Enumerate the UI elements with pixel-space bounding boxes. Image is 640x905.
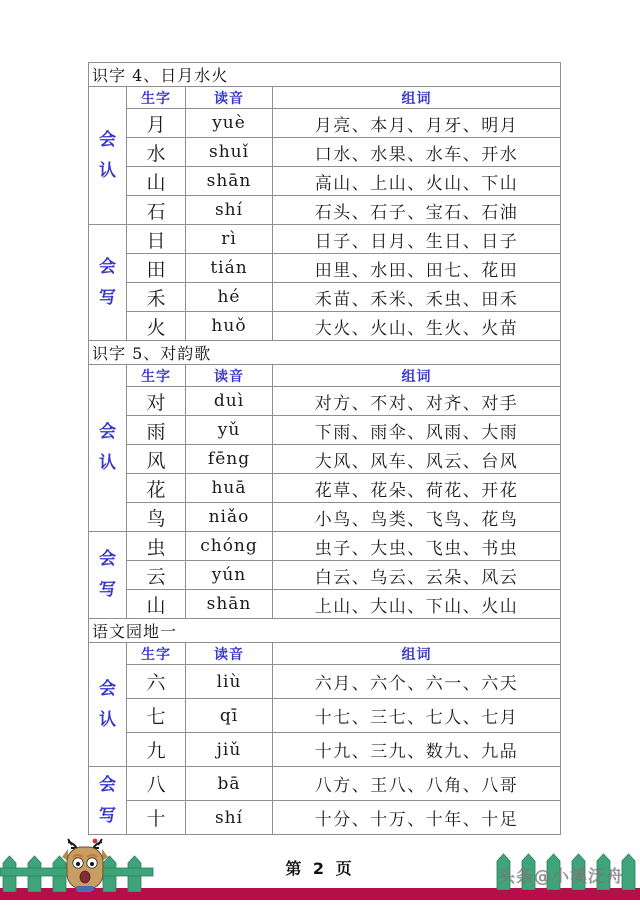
char-cell: 虫 <box>127 532 186 561</box>
col-header-char: 生字 <box>127 643 186 665</box>
watermark-text: 头条@小溪泛舟 <box>498 867 624 887</box>
group-label <box>89 532 127 619</box>
char-cell: 火 <box>127 312 186 341</box>
char-cell: 九 <box>127 733 186 767</box>
table-row <box>89 109 561 138</box>
group-label-text: 会认 <box>99 678 116 730</box>
table-row <box>89 312 561 341</box>
col-header-pinyin: 读音 <box>186 87 273 109</box>
table-row <box>89 254 561 283</box>
pinyin-cell: duì <box>186 387 273 416</box>
pinyin-cell: huā <box>186 474 273 503</box>
group-label <box>89 225 127 341</box>
group-label-text: 会认 <box>99 129 116 181</box>
table-row <box>89 801 561 835</box>
words-cell: 大风、风车、风云、台风 <box>273 445 561 474</box>
col-header-words: 组词 <box>273 365 561 387</box>
words-cell: 花草、花朵、荷花、开花 <box>273 474 561 503</box>
group-label-text: 会写 <box>99 549 116 600</box>
table-row <box>89 416 561 445</box>
section-title: 语文园地一 <box>89 619 561 643</box>
words-cell: 十分、十万、十年、十足 <box>273 801 561 835</box>
table-row <box>89 503 561 532</box>
deer-collar <box>76 886 94 891</box>
words-cell: 小鸟、鸟类、飞鸟、花鸟 <box>273 503 561 532</box>
table-row <box>89 445 561 474</box>
table-row <box>89 474 561 503</box>
words-cell: 十九、三九、数九、九品 <box>273 733 561 767</box>
words-cell: 上山、大山、下山、火山 <box>273 590 561 619</box>
pinyin-cell: huǒ <box>186 312 273 341</box>
words-cell: 十七、三七、七人、七月 <box>273 699 561 733</box>
table-row <box>89 733 561 767</box>
section-title: 识字 5、对韵歌 <box>89 341 561 365</box>
pinyin-cell: shuǐ <box>186 138 273 167</box>
column-header-row <box>89 87 561 109</box>
col-header-char: 生字 <box>127 365 186 387</box>
char-cell: 风 <box>127 445 186 474</box>
col-header-pinyin: 读音 <box>186 643 273 665</box>
char-cell: 七 <box>127 699 186 733</box>
words-cell: 白云、乌云、云朵、风云 <box>273 561 561 590</box>
words-cell: 对方、不对、对齐、对手 <box>273 387 561 416</box>
pinyin-cell: yún <box>186 561 273 590</box>
group-label <box>89 643 127 767</box>
worksheet-table <box>88 62 561 835</box>
column-header-row <box>89 643 561 665</box>
char-cell: 山 <box>127 590 186 619</box>
words-cell: 下雨、雨伞、风雨、大雨 <box>273 416 561 445</box>
words-cell: 口水、水果、水车、开水 <box>273 138 561 167</box>
pinyin-cell: yǔ <box>186 416 273 445</box>
section-title-row <box>89 63 561 87</box>
table-row <box>89 138 561 167</box>
col-header-char: 生字 <box>127 87 186 109</box>
char-cell: 田 <box>127 254 186 283</box>
char-cell: 禾 <box>127 283 186 312</box>
char-cell: 石 <box>127 196 186 225</box>
words-cell: 六月、六个、六一、六天 <box>273 665 561 699</box>
char-cell: 日 <box>127 225 186 254</box>
words-cell: 日子、日月、生日、日子 <box>273 225 561 254</box>
pinyin-cell: liù <box>186 665 273 699</box>
col-header-words: 组词 <box>273 87 561 109</box>
table-row <box>89 699 561 733</box>
table-row <box>89 196 561 225</box>
group-label-text: 会写 <box>99 774 116 826</box>
pinyin-cell: qī <box>186 699 273 733</box>
group-label <box>89 365 127 532</box>
table-row <box>89 665 561 699</box>
char-cell: 云 <box>127 561 186 590</box>
char-cell: 水 <box>127 138 186 167</box>
table-row <box>89 387 561 416</box>
char-cell: 鸟 <box>127 503 186 532</box>
char-cell: 雨 <box>127 416 186 445</box>
pinyin-cell: fēng <box>186 445 273 474</box>
table-row <box>89 532 561 561</box>
pinyin-cell: rì <box>186 225 273 254</box>
column-header-row <box>89 365 561 387</box>
page-number-label: 第 2 页 <box>285 859 355 878</box>
group-label <box>89 767 127 835</box>
pinyin-cell: jiǔ <box>186 733 273 767</box>
table-row <box>89 167 561 196</box>
group-label-text: 会认 <box>99 422 116 473</box>
pinyin-cell: yuè <box>186 109 273 138</box>
group-label <box>89 87 127 225</box>
char-cell: 月 <box>127 109 186 138</box>
words-cell: 虫子、大虫、飞虫、书虫 <box>273 532 561 561</box>
words-cell: 石头、石子、宝石、石油 <box>273 196 561 225</box>
pinyin-cell: chóng <box>186 532 273 561</box>
table-row <box>89 767 561 801</box>
words-cell: 大火、火山、生火、火苗 <box>273 312 561 341</box>
pinyin-cell: shí <box>186 801 273 835</box>
char-cell: 六 <box>127 665 186 699</box>
char-cell: 对 <box>127 387 186 416</box>
words-cell: 禾苗、禾米、禾虫、田禾 <box>273 283 561 312</box>
char-cell: 八 <box>127 767 186 801</box>
group-label-text: 会写 <box>99 256 116 308</box>
words-cell: 月亮、本月、月牙、明月 <box>273 109 561 138</box>
col-header-pinyin: 读音 <box>186 365 273 387</box>
table-row <box>89 561 561 590</box>
char-cell: 十 <box>127 801 186 835</box>
section-title-row <box>89 341 561 365</box>
worksheet-table-body <box>89 63 561 835</box>
berry-dot <box>93 839 98 844</box>
pinyin-cell: shí <box>186 196 273 225</box>
pinyin-cell: tián <box>186 254 273 283</box>
pinyin-cell: bā <box>186 767 273 801</box>
table-row <box>89 225 561 254</box>
table-row <box>89 590 561 619</box>
col-header-words: 组词 <box>273 643 561 665</box>
pinyin-cell: shān <box>186 590 273 619</box>
section-title-row <box>89 619 561 643</box>
words-cell: 田里、水田、田七、花田 <box>273 254 561 283</box>
words-cell: 八方、王八、八角、八哥 <box>273 767 561 801</box>
char-cell: 山 <box>127 167 186 196</box>
pinyin-cell: shān <box>186 167 273 196</box>
pinyin-cell: niǎo <box>186 503 273 532</box>
words-cell: 高山、上山、火山、下山 <box>273 167 561 196</box>
pinyin-cell: hé <box>186 283 273 312</box>
table-row <box>89 283 561 312</box>
char-cell: 花 <box>127 474 186 503</box>
worksheet <box>88 62 561 835</box>
section-title: 识字 4、日月水火 <box>89 63 561 87</box>
